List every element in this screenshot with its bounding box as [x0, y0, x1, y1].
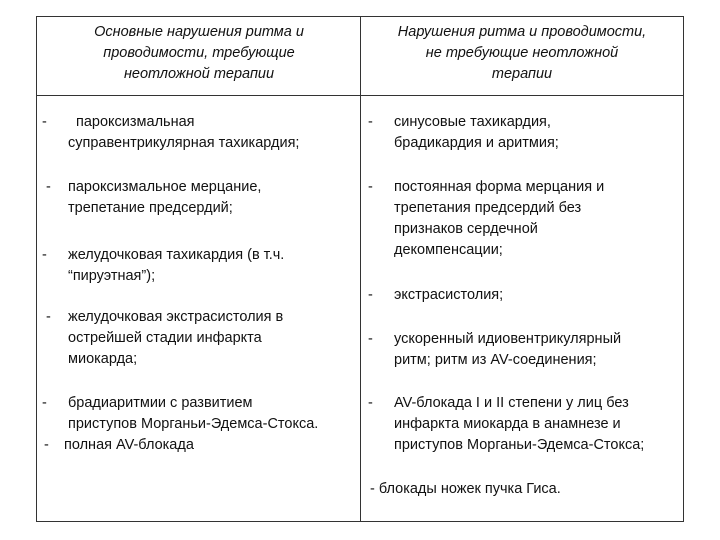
list-dash: - [46, 309, 51, 325]
list-item-text: ускоренный идиовентрикулярный [394, 331, 622, 347]
header-line: проводимости, требующие [103, 45, 295, 61]
list-dash: - [42, 395, 47, 411]
list-dash: - [368, 331, 373, 347]
list-item-text: постоянная форма мерцания и [394, 179, 605, 195]
list-item-text: брадикардия и аритмия; [394, 135, 559, 151]
header-non-urgent-therapy [366, 22, 678, 85]
list-item-text: миокарда; [68, 351, 138, 367]
list-item-text: трепетание предсердий; [68, 200, 233, 216]
list-item-text: пароксизмальная [76, 114, 195, 130]
list-dash: - [368, 179, 373, 195]
header-urgent-therapy [44, 22, 354, 85]
list-item-text: пароксизмальное мерцание, [68, 179, 262, 195]
header-line: терапии [491, 66, 553, 82]
header-line: Нарушения ритма и проводимости, [397, 24, 647, 40]
list-item-text: ритм; ритм из AV-соединения; [394, 352, 597, 368]
list-item-text: острейшей стадии инфаркта [68, 330, 262, 346]
list-item-text: полная AV-блокада [64, 437, 194, 453]
list-dash: - [368, 395, 373, 411]
list-item-text: приступов Морганьи-Эдемса-Стокса. [68, 416, 319, 432]
list-item-text: признаков сердечной [394, 221, 538, 237]
list-item-text: “пируэтная”); [68, 268, 156, 284]
column-divider [360, 16, 361, 522]
list-dash: - [42, 247, 47, 263]
header-line: Основные нарушения ритма и [94, 24, 304, 40]
list-dash: - [368, 287, 373, 303]
list-dash: - [46, 179, 51, 195]
list-item-text: желудочковая тахикардия (в т.ч. [68, 247, 285, 263]
list-item-text: желудочковая экстрасистолия в [68, 309, 284, 325]
list-item-text: суправентрикулярная тахикардия; [68, 135, 300, 151]
list-dash: - [44, 437, 49, 453]
list-item-text: инфаркта миокарда в анамнезе и [394, 416, 621, 432]
list-item-text: приступов Морганьи-Эдемса-Стокса; [394, 437, 645, 453]
header-line: не требующие неотложной [425, 45, 619, 61]
list-item-text: брадиаритмии с развитием [68, 395, 253, 411]
list-item-text: AV-блокада I и II степени у лиц без [394, 395, 629, 411]
list-item-text: - блокады ножек пучка Гиса. [370, 481, 561, 497]
list-item-text: синусовые тахикардия, [394, 114, 551, 130]
header-line: неотложной терапии [123, 66, 275, 82]
list-dash: - [368, 114, 373, 130]
list-dash: - [42, 114, 47, 130]
list-item-text: декомпенсации; [394, 242, 503, 258]
list-item-text: экстрасистолия; [394, 287, 504, 303]
list-item-text: трепетания предсердий без [394, 200, 582, 216]
